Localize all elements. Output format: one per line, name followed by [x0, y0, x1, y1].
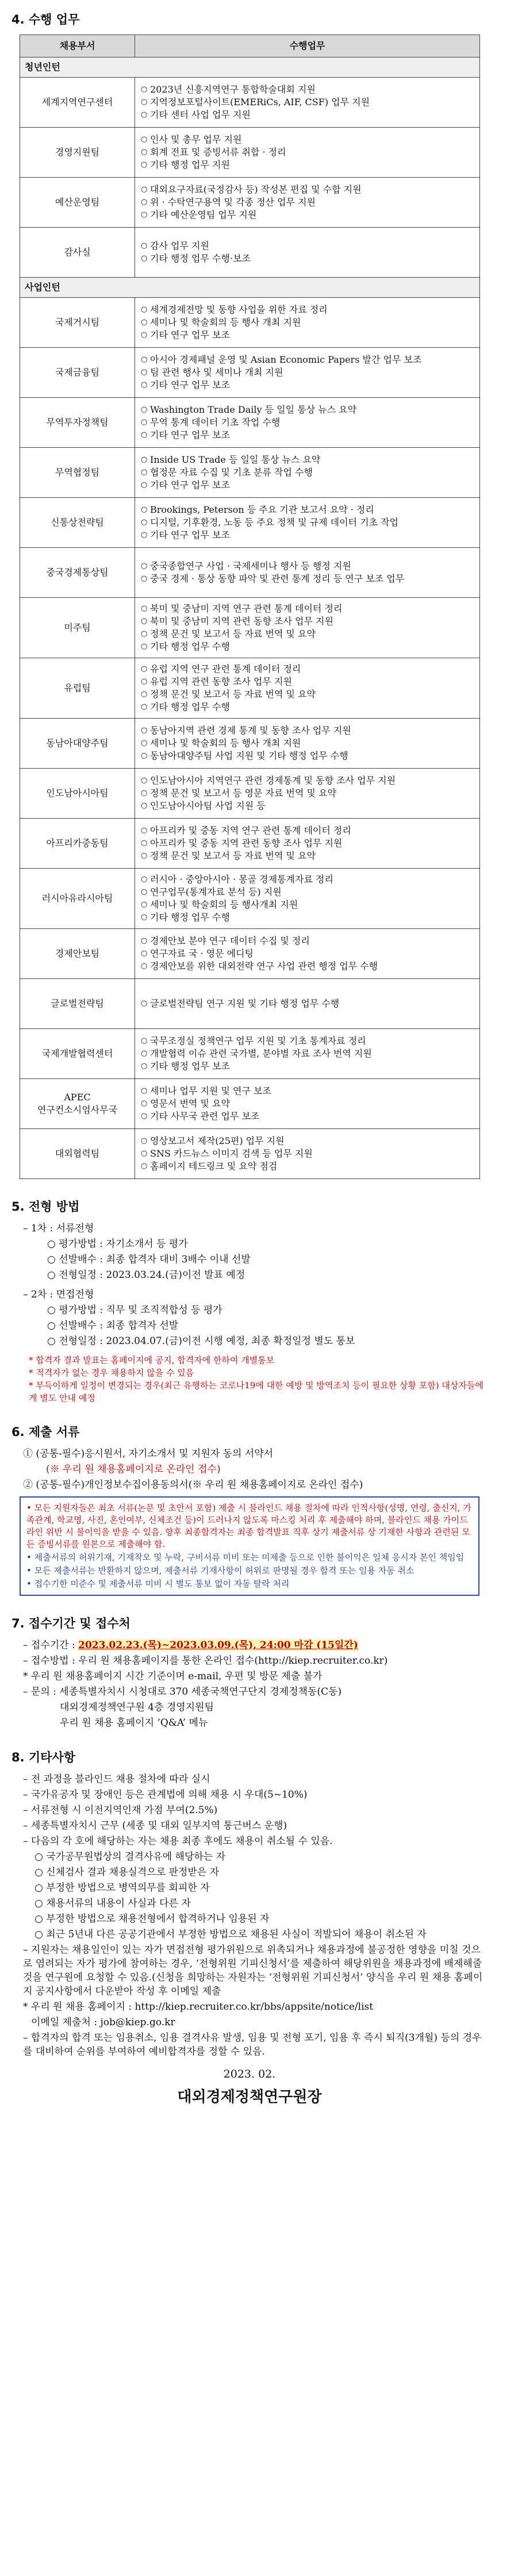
table-row	[20, 1129, 480, 1179]
task-item: ○ 인사 및 총무 업무 지원	[141, 133, 474, 146]
task-item: ○ 협정문 자료 수집 및 기초 분류 작업 수행	[141, 466, 474, 479]
task-list	[135, 128, 480, 178]
dept-name: 감사실	[20, 228, 135, 278]
task-item: ○ 팀 관련 행사 및 세미나 개최 지원	[141, 366, 474, 379]
table-row	[20, 658, 480, 719]
misc-item: – 지원자는 채용일인이 있는 자가 면접전형 평가위원으로 위촉되거나 채용과정에 불공정한 영향을 미칠 것으로 염려되는 자가 평가에 참여하는 경우, ‘전형위원 기피신청서’를 제출하여 해당위원을 채용과정에 배제해줄 것을 연구원에 요청할 수 있음.(신청을 희망하는 자원자는 ‘전형위원 기피신청서’ 양식을 우리 원 채용 홈페이지 공지사항에서 다운받아 작성 후 이메일 제출	[23, 1944, 483, 1997]
task-item: ○ 감사 업무 지원	[141, 240, 474, 252]
round2-item: ○ 선발배수 : 최종 합격자 선발	[47, 1320, 179, 1331]
section-title-documents: 6. 제출 서류	[11, 1425, 80, 1439]
task-item: ○ 대외요구자료(국정감사 등) 작성본 편집 및 수합 지원	[141, 183, 474, 196]
task-list	[135, 719, 480, 769]
dept-name: 무역투자정책팀	[20, 398, 135, 448]
task-list	[135, 1029, 480, 1079]
table-row	[20, 929, 480, 979]
dept-name: 미주팀	[20, 598, 135, 658]
contact: – 문의 : 세종특별자치시 시청대로 370 세종국책연구단지 경제정책동(C동)	[23, 1686, 342, 1698]
dept-name: 예산운영팀	[20, 178, 135, 228]
task-item: ○ 디지털, 기후환경, 노동 등 주요 정책 및 규제 데이터 기초 작업	[141, 516, 474, 529]
document-item: ① (공통-필수)응시원서, 자기소개서 및 지원자 동의 서약서	[23, 1448, 274, 1460]
table-row	[20, 719, 480, 769]
task-item: ○ Brookings, Peterson 등 주요 기관 보고서 요약 · 정리	[141, 504, 474, 516]
period-value: 2023.02.23.(목)~2023.03.09.(목), 24:00 마감 (15일간)	[78, 1640, 358, 1651]
table-row	[20, 448, 480, 498]
round1-item: ○ 선발배수 : 최종 합격자 대비 3배수 이내 선발	[47, 1254, 251, 1265]
task-list	[135, 658, 480, 719]
task-item: ○ 영상보고서 제작(25편) 업무 지원	[141, 1135, 474, 1147]
task-item: ○ 무역 통계 데이터 기초 작업 수행	[141, 416, 474, 429]
task-item: ○ 유럽 지역 연구 관련 통계 데이터 정리	[141, 663, 474, 675]
task-item: ○ 동남아대양주팀 사업 지원 및 기타 행정 업무 수행	[141, 750, 474, 762]
misc-subitem: ○ 부정한 방법으로 채용전형에서 합격하거나 임용된 자	[34, 1913, 270, 1925]
misc-item: – 세종특별자치시 근무 (세종 및 대외 일부지역 통근버스 운행)	[23, 1820, 287, 1832]
table-row	[20, 769, 480, 819]
table-row	[20, 298, 480, 348]
round1-item: ○ 평가방법 : 자기소개서 등 평가	[47, 1238, 188, 1250]
misc-item: – 전 과정을 블라인드 채용 절차에 따라 실시	[23, 1773, 210, 1785]
task-list	[135, 598, 480, 658]
misc-subitem: ○ 신체검사 결과 채용실격으로 판정받은 자	[34, 1867, 220, 1878]
table-row	[20, 348, 480, 398]
task-item: ○ 아프리카 및 중동 지역 관련 동향 조사 업무 지원	[141, 837, 474, 850]
issuer: 대외경제정책연구원장	[177, 2089, 322, 2106]
task-item: ○ Washington Trade Daily 등 일일 통상 뉴스 요약	[141, 404, 474, 416]
task-list	[135, 979, 480, 1029]
task-item: ○ 기타 연구 업무 보조	[141, 379, 474, 391]
section-duties	[11, 10, 488, 1179]
task-item: ○ 기타 연구 업무 보조	[141, 529, 474, 542]
section-documents	[11, 1423, 488, 1596]
dept-name: 대외협력팀	[20, 1129, 135, 1179]
group-header: 사업인턴	[20, 278, 480, 298]
table-row	[20, 228, 480, 278]
section-misc	[11, 1748, 488, 2106]
section-title-duties: 4. 수행 업무	[11, 13, 80, 26]
task-item: ○ 인도남아시아 지역연구 관련 경제통계 및 동향 조사 업무 지원	[141, 774, 474, 787]
misc-item: – 국가유공자 및 장애인 등은 관계법에 의해 채용 시 우대(5~10%)	[23, 1789, 308, 1800]
task-list	[135, 448, 480, 498]
round1-head: – 1차 : 서류전형	[23, 1223, 94, 1234]
dept-name: 중국경제통상팀	[20, 548, 135, 598]
task-item: ○ 글로벌전략팀 연구 지원 및 기타 행정 업무 수행	[141, 997, 474, 1010]
header-tasks: 수행업무	[135, 35, 480, 57]
document-item: (※ 우리 원 채용홈페이지로 온라인 접수)	[46, 1464, 221, 1475]
task-item: ○ Inside US Trade 등 일일 통상 뉴스 요약	[141, 454, 474, 466]
task-list	[135, 78, 480, 128]
dept-name: 세계지역연구센터	[20, 78, 135, 128]
task-item: ○ 연구자료 국 · 영문 에디팅	[141, 947, 474, 960]
task-list	[135, 1079, 480, 1129]
task-item: ○ 정책 문건 및 보고서 등 영문 자료 번역 및 요약	[141, 787, 474, 800]
dept-name: APEC 연구컨소시엄사무국	[20, 1079, 135, 1129]
task-list	[135, 498, 480, 548]
table-row	[20, 178, 480, 228]
misc-subitem: ○ 국가공무원법상의 결격사유에 해당하는 자	[34, 1851, 226, 1863]
task-item: ○ 세계경제전망 및 동향 사업을 위한 자료 정리	[141, 304, 474, 316]
task-item: ○ 개발협력 이슈 관련 국가별, 분야별 자료 조사 번역 지원	[141, 1047, 474, 1060]
task-list	[135, 1129, 480, 1179]
task-item: ○ 세미나 및 학술회의 등 행사 개최 지원	[141, 316, 474, 329]
task-item: ○ 영문서 번역 및 요약	[141, 1097, 474, 1110]
misc-subitem: ○ 최근 5년내 다른 공공기관에서 부정한 방법으로 채용된 사실이 적발되어 채용이 취소된 자	[34, 1929, 427, 1940]
table-row	[20, 128, 480, 178]
task-item: ○ 기타 행정 업무 수행	[141, 911, 474, 924]
misc-subitem: ○ 부정한 방법으로 병역의무를 회피한 자	[34, 1882, 210, 1894]
table-row	[20, 548, 480, 598]
notice-line: • 모든 지원자들은 최초 서류(논문 및 초안서 포함) 제출 시 블라인드 채용 절차에 따라 인적사항(성명, 연령, 출신지, 가족관계, 학교명, 사진, 혼인여부, 신체조건 등)이 드러나지 않도록 마스킹 처리 후 제출해야 하며, 블라인드 채용 가이드라인 위반 시 불이익을 받을 수 있음. 향후 최종합격자는 최종 합격발표 직후 상기 제출서류 상 기재한 사항과 관련된 모든 증빙서류를 원본으로 제출해야 함.	[26, 1503, 471, 1549]
task-item: ○ 기타 행정 업무 지원	[141, 159, 474, 171]
task-list	[135, 869, 480, 929]
round1-item: ○ 전형일정 : 2023.03.24.(금)이전 발표 예정	[47, 1269, 245, 1281]
task-item: ○ 경제안보를 위한 대외전략 연구 사업 관련 행정 업무 수행	[141, 960, 474, 973]
task-list	[135, 548, 480, 598]
dept-name: 아프리카중동팀	[20, 819, 135, 869]
dept-name: 러시아유라시아팀	[20, 869, 135, 929]
task-item: ○ 2023년 신흥지역연구 통합학술대회 지원	[141, 83, 474, 96]
contact-line: 우리 원 채용 홈페이지 ‘Q&A’ 메뉴	[60, 1717, 208, 1729]
task-item: ○ 인도남아시아팀 사업 지원 등	[141, 800, 474, 812]
task-item: ○ 세미나 및 학술회의 등 행사개최 지원	[141, 899, 474, 911]
misc-item: – 다음의 각 호에 해당하는 자는 채용 최종 후에도 채용이 취소될 수 있음.	[23, 1836, 333, 1847]
deadline-note: * 우리 원 채용홈페이지 시간 기준이며 e-mail, 우편 및 방문 제출 불가	[23, 1671, 323, 1682]
task-item: ○ 세미나 및 학술회의 등 행사 개최 지원	[141, 737, 474, 750]
duty-table	[20, 34, 480, 1179]
misc-item: – 합격자의 합격 또는 임용취소, 임용 결격사유 발생, 임용 및 전형 포기, 임용 후 즉시 퇴직(3개월) 등의 경우를 대비하여 순위를 부여하여 예비합격자를 정할 수 있음.	[23, 2032, 482, 2057]
contact-line: 대외경제정책연구원 4층 경영지원팀	[60, 1702, 214, 1713]
misc-item: – 서류전형 시 이전지역인재 가점 부여(2.5%)	[23, 1805, 218, 1816]
task-item: ○ 홈페이지 테드링크 및 요약 점검	[141, 1160, 474, 1173]
table-row	[20, 819, 480, 869]
task-item: ○ 북미 및 중남미 지역 관련 동향 조사 업무 지원	[141, 615, 474, 628]
task-item: ○ 북미 및 중남미 지역 연구 관련 통계 데이터 정리	[141, 602, 474, 615]
table-row	[20, 1079, 480, 1129]
task-item: ○ 아프리카 및 중동 지역 연구 관련 통계 데이터 정리	[141, 824, 474, 837]
task-item: ○ 기타 예산운영팀 업무 지원	[141, 209, 474, 221]
task-item: ○ 유럽 지역 관련 동향 조사 업무 지원	[141, 675, 474, 688]
table-row	[20, 598, 480, 658]
task-item: ○ 러시아 · 중앙아시아 · 몽골 경제통계자료 정리	[141, 873, 474, 886]
task-item: ○ 기타 행정 업무 수행	[141, 640, 474, 653]
task-item: ○ 기타 센터 사업 업무 지원	[141, 109, 474, 121]
misc-subitem: ○ 채용서류의 내용이 사실과 다른 자	[34, 1898, 191, 1909]
misc-item: * 우리 원 채용 홈페이지 : http://kiep.recruiter.co.kr/bbs/appsite/notice/list	[23, 2001, 374, 2013]
header-dept: 채용부서	[20, 35, 135, 57]
notice-date: 2023. 02.	[223, 2068, 276, 2080]
period: – 접수기간 : 2023.02.23.(목)~2023.03.09.(목), 24:00 마감 (15일간)	[23, 1640, 358, 1651]
task-item: ○ 기타 연구 업무 보조	[141, 479, 474, 492]
task-item: ○ 기타 연구 업무 보조	[141, 329, 474, 341]
dept-name: 신통상전략팀	[20, 498, 135, 548]
dept-name: 국제개발협력센터	[20, 1029, 135, 1079]
task-item: ○ 중국 경제 · 통상 동향 파악 및 관련 통계 정리 등 연구 보조 업무	[141, 573, 474, 585]
section-title-misc: 8. 기타사항	[11, 1750, 76, 1764]
task-list	[135, 398, 480, 448]
task-item: ○ 동남아지역 관련 경제 통계 및 동향 조사 업무 지원	[141, 724, 474, 737]
task-list	[135, 298, 480, 348]
dept-name: 국제거시팀	[20, 298, 135, 348]
task-item: ○ 중국종합연구 사업 · 국제세미나 행사 등 행정 지원	[141, 560, 474, 573]
method: – 접수방법 : 우리 원 채용홈페이지를 통한 온라인 접수(http://kiep.recruiter.co.kr)	[23, 1655, 388, 1667]
table-row	[20, 1029, 480, 1079]
task-item: ○ 기타 행정 업무 수행·보조	[141, 252, 474, 265]
section-selection	[11, 1197, 488, 1404]
task-item: ○ 국무조정실 정책연구 업무 지원 및 기초 통계자료 정리	[141, 1035, 474, 1047]
selection-note: * 합격자 결과 발표는 홈페이지에 공지, 합격자에 한하여 개별통보	[29, 1355, 275, 1365]
table-row	[20, 78, 480, 128]
group-header: 청년인턴	[20, 57, 480, 78]
task-list	[135, 819, 480, 869]
task-item: ○ 정책 문건 및 보고서 등 자료 번역 및 요약	[141, 850, 474, 862]
task-item: ○ 연구업무(통계자료 분석 등) 지원	[141, 886, 474, 899]
table-row	[20, 398, 480, 448]
task-item: ○ 기타 행정 업무 보조	[141, 1060, 474, 1073]
notice-line: • 접수기한 미준수 및 제출서류 미비 시 별도 통보 없이 자동 탈락 처리	[26, 1579, 290, 1589]
table-row	[20, 869, 480, 929]
dept-name: 무역협정팀	[20, 448, 135, 498]
task-item: ○ 아시아 경제패널 운영 및 Asian Economic Papers 발간 업무 보조	[141, 354, 474, 366]
section-application	[11, 1614, 488, 1730]
notice-line: • 제출서류의 허위기재, 기재착오 및 누락, 구비서류 미비 또는 미제출 등으로 인한 불이익은 일체 응시자 본인 책임임	[26, 1552, 465, 1563]
blind-notice-box	[20, 1496, 479, 1596]
task-list	[135, 769, 480, 819]
table-row	[20, 498, 480, 548]
notice-line: • 모든 제출서류는 반환하지 않으며, 제출서류 기재사항이 허위로 판명될 경우 합격 또는 임용 자동 취소	[26, 1565, 414, 1576]
round2-head: – 2차 : 면접전형	[23, 1289, 94, 1300]
task-item: ○ SNS 카드뉴스 이미지 검색 등 업무 지원	[141, 1147, 474, 1160]
task-item: ○ 세미나 업무 지원 및 연구 보조	[141, 1085, 474, 1097]
task-item: ○ 기타 사무국 관련 업무 보조	[141, 1110, 474, 1123]
task-item: ○ 지역정보포털사이트(EMERiCs, AIF, CSF) 업무 지원	[141, 96, 474, 109]
task-list	[135, 929, 480, 979]
dept-name: 동남아대양주팀	[20, 719, 135, 769]
task-item: ○ 위 · 수탁연구용역 및 각종 정산 업무 지원	[141, 196, 474, 209]
section-title-selection: 5. 전형 방법	[11, 1200, 80, 1214]
dept-name: 국제금융팀	[20, 348, 135, 398]
misc-item: 이메일 제출처 : job@kiep.go.kr	[31, 2017, 175, 2028]
task-list	[135, 178, 480, 228]
table-row	[20, 979, 480, 1029]
round2-item: ○ 전형일정 : 2023.04.07.(금)이전 시행 예정, 최종 확정일정 별도 통보	[47, 1335, 355, 1347]
dept-name: 유럽팀	[20, 658, 135, 719]
document-item: ② (공통-필수)개인정보수집이용동의서(※ 우리 원 채용홈페이지로 온라인 접수)	[23, 1479, 363, 1491]
task-item: ○ 정책 문건 및 보고서 등 자료 번역 및 요약	[141, 628, 474, 640]
task-item: ○ 회계 전표 및 증빙서류 취합 · 정리	[141, 146, 474, 159]
task-list	[135, 348, 480, 398]
task-item: ○ 경제안보 분야 연구 데이터 수집 및 정리	[141, 935, 474, 947]
section-title-application: 7. 접수기간 및 접수처	[11, 1617, 130, 1630]
dept-name: 글로벌전략팀	[20, 979, 135, 1029]
task-item: ○ 기타 연구 업무 보조	[141, 429, 474, 442]
dept-name: 경영지원팀	[20, 128, 135, 178]
dept-name: 인도남아시아팀	[20, 769, 135, 819]
selection-note: * 부득이하게 일정이 변경되는 경우(최근 유행하는 코로나19에 대한 예방 및 방역조치 등이 필요한 상황 포함) 대상자들에게 별도 안내 예정	[29, 1380, 483, 1403]
round2-item: ○ 평가방법 : 직무 및 조직적합성 등 평가	[47, 1304, 222, 1316]
task-item: ○ 정책 문건 및 보고서 등 자료 번역 및 요약	[141, 688, 474, 701]
task-item: ○ 기타 행정 업무 수행	[141, 701, 474, 713]
dept-name: 경제안보팀	[20, 929, 135, 979]
task-list	[135, 228, 480, 278]
selection-note: * 적격자가 없는 경우 채용하지 않을 수 있음	[29, 1368, 194, 1378]
